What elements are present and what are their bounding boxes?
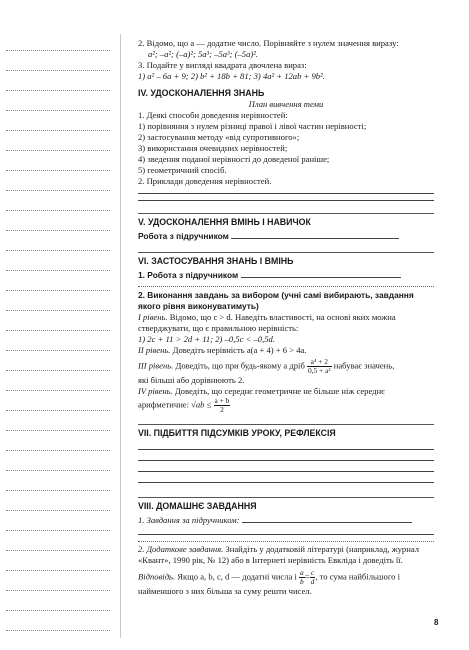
fraction: $\frac{a}{b}$ [300,568,304,586]
lesson-content [138,38,434,597]
margin-line [6,410,110,411]
section-6-task-2: 2. Виконання завдань за вибором (учні самі вибирають, завдання якого рівня виконуватимуть) [138,290,414,311]
fraction: $\frac{\text{a⁴ + 2}}{\text{0,5 + a²}}$ [307,357,331,375]
section-7-title: VII. ПІДБИТТЯ ПІДСУМКІВ УРОКУ, РЕФЛЕКСІЯ [138,424,434,439]
margin-line [6,130,110,131]
section-4-title: IV. УДОСКОНАЛЕННЯ ЗНАНЬ [138,88,265,98]
margin-line [6,550,110,551]
level-4: IV рівень. Доведіть, що середнє геометричне не більше ніж середнє арифметичне: √ab ≤ $\frac{a + b}{2}$ [138,386,385,414]
homework-task-2: 2. Додаткове завдання. Знайдіть у додатковій літературі (наприклад, журнал «Квант», 1990 рік, № 12) або в Інтернеті нерівність Евкліда і доведіть її. [138,544,420,565]
section-5-task: Робота з підручником [138,231,434,242]
section-5-title: V. УДОСКОНАЛЕННЯ ВМІНЬ І НАВИЧОК [138,213,434,228]
margin-line [6,150,110,151]
section-8-title: VIII. ДОМАШНЄ ЗАВДАННЯ [138,497,434,512]
margin-line [6,230,110,231]
margin-line [6,630,110,631]
plan-line: 1. Деякі способи доведення нерівностей: [138,110,288,120]
margin-line [6,330,110,331]
level-1-expression: 1) 2c + 11 > 2d + 11; 2) –0,5c < –0,5d. [138,334,275,344]
plan-line: 2) застосування методу «від супротивного»; [138,132,300,142]
margin-line [6,350,110,351]
divider [138,541,434,542]
margin-line [6,90,110,91]
margin-line [6,170,110,171]
plan-line: 5) геометричний спосіб. [138,165,227,175]
margin-line [6,450,110,451]
section-6-title: VI. ЗАСТОСУВАННЯ ЗНАНЬ І ВМІНЬ [138,252,434,267]
plan-line: 4) зведення поданої нерівності до доведеної раніше; [138,154,330,164]
plan-title: План вивчення теми [248,99,324,109]
answer-line [138,471,434,472]
level-2: II рівень. Доведіть нерівність a(a + 4) + 6 > 4a. [138,345,307,355]
margin-line [6,290,110,291]
margin-line [6,610,110,611]
answer-line [138,449,434,450]
margin-line [6,570,110,571]
margin-line [6,510,110,511]
answer: Відповідь. Якщо a, b, c, d — додатні числа і $\frac{a}{b}$ = $\frac{c}{d}$ , то сума найбільшого і найменшого з них більша за суму решти чисел. [138,568,400,596]
answer-line [138,193,434,194]
exercise-2: 2. Відомо, що a — додатне число. Порівняйте з нулем значення виразу: [138,38,399,48]
answer-line [138,460,434,461]
margin-line [6,110,110,111]
answer-line [138,534,434,535]
section-6-task-1: 1. Робота з підручником [138,270,434,281]
margin-line [6,430,110,431]
margin-line [6,490,110,491]
homework-task-1: 1. Завдання за підручником: [138,515,434,526]
exercise-3: 3. Подайте у вигляді квадрата двочлена вираз: [138,60,307,70]
fraction: $\frac{a + b}{2}$ [214,396,230,414]
margin-line [6,250,110,251]
plan-line: 1) порівняння з нулем різниці правої і лівої частин нерівності; [138,121,367,131]
margin-line [6,270,110,271]
margin-line [6,50,110,51]
margin-line [6,530,110,531]
margin-line [6,390,110,391]
margin-line [6,370,110,371]
plan-line: 3) використання очевидних нерівностей; [138,143,288,153]
margin-divider [120,34,121,638]
margin-line [6,70,110,71]
margin-line [6,310,110,311]
page-number: 8 [434,618,439,627]
divider [138,286,434,287]
fill-in-blank [231,238,399,239]
level-1: I рівень. Відомо, що c > d. Наведіть властивості, на основі яких можна стверджувати, що є правильною нерівність: [138,312,396,333]
plan-line: 2. Приклади доведення нерівностей. [138,176,272,186]
level-3: III рівень. Доведіть, що при будь-якому a дріб $\frac{\text{a⁴ + 2}}{\text{0,5 + a²}}$ набуває значень, [138,357,395,375]
level-3-continued: які більші або дорівнюють 2. [138,375,245,385]
fraction: $\frac{c}{d}$ [310,568,315,586]
exercise-3-expressions: 1) a² – 6a + 9; 2) b² + 18b + 81; 3) 4a² + 12ab + 9b². [138,71,325,81]
margin-line [6,210,110,211]
margin-line [6,590,110,591]
fill-in-blank [241,277,401,278]
margin-line [6,470,110,471]
fill-in-blank [242,522,412,523]
notes-margin [0,0,120,650]
margin-line [6,190,110,191]
exercise-2-expressions: a²; –a²; (–a)²; 5a³; –5a³; (–5a)². [148,49,258,59]
